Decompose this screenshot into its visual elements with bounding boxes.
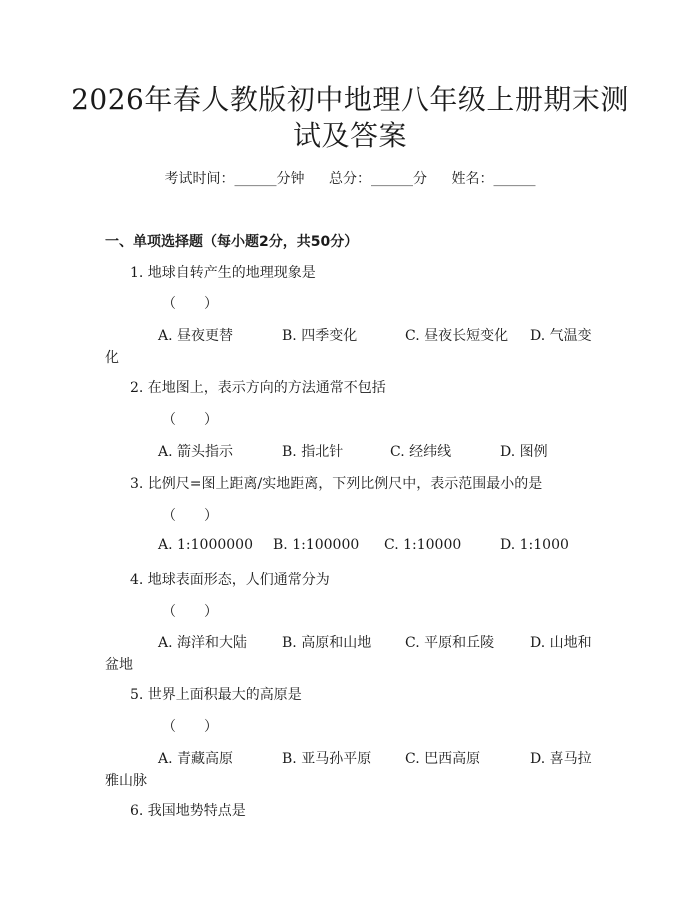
option-b: B. 亚马孙平原 <box>282 751 372 767</box>
option-d: D. 1:1000 <box>500 537 569 553</box>
answer-blank: （ ） <box>162 296 218 312</box>
option-a: A. 海洋和大陆 <box>158 635 248 651</box>
question-stem: 4. 地球表面形态，人们通常分为 <box>130 572 330 588</box>
student-name-field: 姓名：______ <box>451 171 536 187</box>
option-d: D. 喜马拉 <box>530 751 592 767</box>
option-c: C. 经纬线 <box>390 444 452 460</box>
question-stem: 2. 在地图上，表示方向的方法通常不包括 <box>130 380 386 396</box>
option-c: C. 昼夜长短变化 <box>405 328 509 344</box>
option-c: C. 1:10000 <box>384 537 462 553</box>
answer-blank: （ ） <box>162 508 218 524</box>
question-stem: 5. 世界上面积最大的高原是 <box>130 687 302 703</box>
section-heading: 一、单项选择题（每小题2分，共50分） <box>105 234 359 250</box>
page-title-continued: 试及答案 <box>292 119 407 152</box>
option-b: B. 指北针 <box>282 444 344 460</box>
exam-info <box>0 168 700 188</box>
option-b: B. 高原和山地 <box>282 635 372 651</box>
option-a: A. 箭头指示 <box>158 444 234 460</box>
option-b: B. 四季变化 <box>282 328 358 344</box>
option-d-wrap: 盆地 <box>105 657 133 673</box>
page-title: 2026年春人教版初中地理八年级上册期末测 <box>71 83 629 116</box>
answer-blank: （ ） <box>162 604 218 620</box>
option-d: D. 山地和 <box>530 635 592 651</box>
question-stem: 3. 比例尺=图上距离/实地距离，下列比例尺中，表示范围最小的是 <box>130 476 543 492</box>
option-d: D. 气温变 <box>530 328 592 344</box>
option-a: A. 昼夜更替 <box>158 328 234 344</box>
option-d: D. 图例 <box>500 444 548 460</box>
total-score-field: 总分：______分 <box>329 171 427 187</box>
option-c: C. 平原和丘陵 <box>405 635 495 651</box>
option-d-wrap: 化 <box>105 350 119 366</box>
question-stem: 1. 地球自转产生的地理现象是 <box>130 265 316 281</box>
option-b: B. 1:100000 <box>273 537 360 553</box>
exam-time-field: 考试时间：______分钟 <box>164 171 305 187</box>
option-c: C. 巴西高原 <box>405 751 481 767</box>
option-d-wrap: 雅山脉 <box>105 773 147 789</box>
answer-blank: （ ） <box>162 412 218 428</box>
option-a: A. 青藏高原 <box>158 751 234 767</box>
answer-blank: （ ） <box>162 719 218 735</box>
question-stem: 6. 我国地势特点是 <box>130 803 246 819</box>
option-a: A. 1:1000000 <box>158 537 253 553</box>
